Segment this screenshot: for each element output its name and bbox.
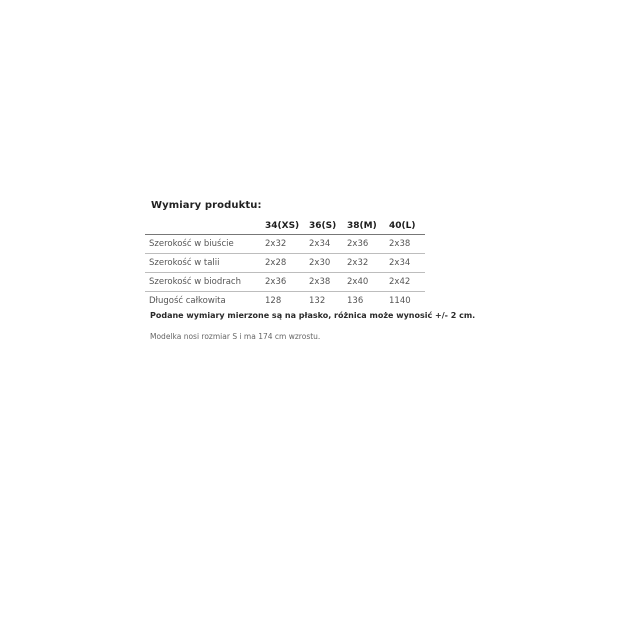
header-size-38m: 38(M) bbox=[343, 218, 385, 235]
table-row bbox=[145, 235, 425, 254]
table-cell: 2x32 bbox=[261, 235, 305, 254]
header-size-40l: 40(L) bbox=[385, 218, 425, 235]
table-cell: 1140 bbox=[389, 296, 411, 306]
header-size-36s: 36(S) bbox=[305, 218, 343, 235]
row-label: Szerokość w biodrach bbox=[145, 273, 261, 292]
table-cell: 2x34 bbox=[385, 254, 425, 273]
header-empty bbox=[145, 218, 261, 235]
table-cell: 2x42 bbox=[385, 273, 425, 292]
table-cell: 2x36 bbox=[261, 273, 305, 292]
table-cell: 2x30 bbox=[305, 254, 343, 273]
row-label: Szerokość w talii bbox=[145, 254, 261, 273]
measurement-note: Podane wymiary mierzone są na płasko, różnica może wynosić +/- 2 cm. bbox=[150, 311, 476, 320]
table-cell: 128 bbox=[265, 296, 282, 306]
section-title: Wymiary produktu: bbox=[151, 200, 262, 211]
model-note: Modelka nosi rozmiar S i ma 174 cm wzrostu. bbox=[150, 332, 321, 341]
table-cell: 136 bbox=[347, 296, 364, 306]
table-row bbox=[145, 273, 425, 292]
row-label: Szerokość w biuście bbox=[145, 235, 261, 254]
header-size-34xs: 34(XS) bbox=[261, 218, 305, 235]
table-cell: 2x38 bbox=[305, 273, 343, 292]
table-cell: 2x40 bbox=[343, 273, 385, 292]
table-cell: 2x36 bbox=[343, 235, 385, 254]
size-table bbox=[145, 218, 425, 310]
table-cell: 2x38 bbox=[385, 235, 425, 254]
table-row bbox=[145, 254, 425, 273]
table-header-row bbox=[145, 218, 425, 235]
table-cell: 2x28 bbox=[261, 254, 305, 273]
table-cell: 2x34 bbox=[305, 235, 343, 254]
table-row bbox=[145, 292, 425, 311]
row-label: Długość całkowita bbox=[149, 296, 226, 306]
table-cell: 132 bbox=[309, 296, 326, 306]
table-cell: 2x32 bbox=[343, 254, 385, 273]
